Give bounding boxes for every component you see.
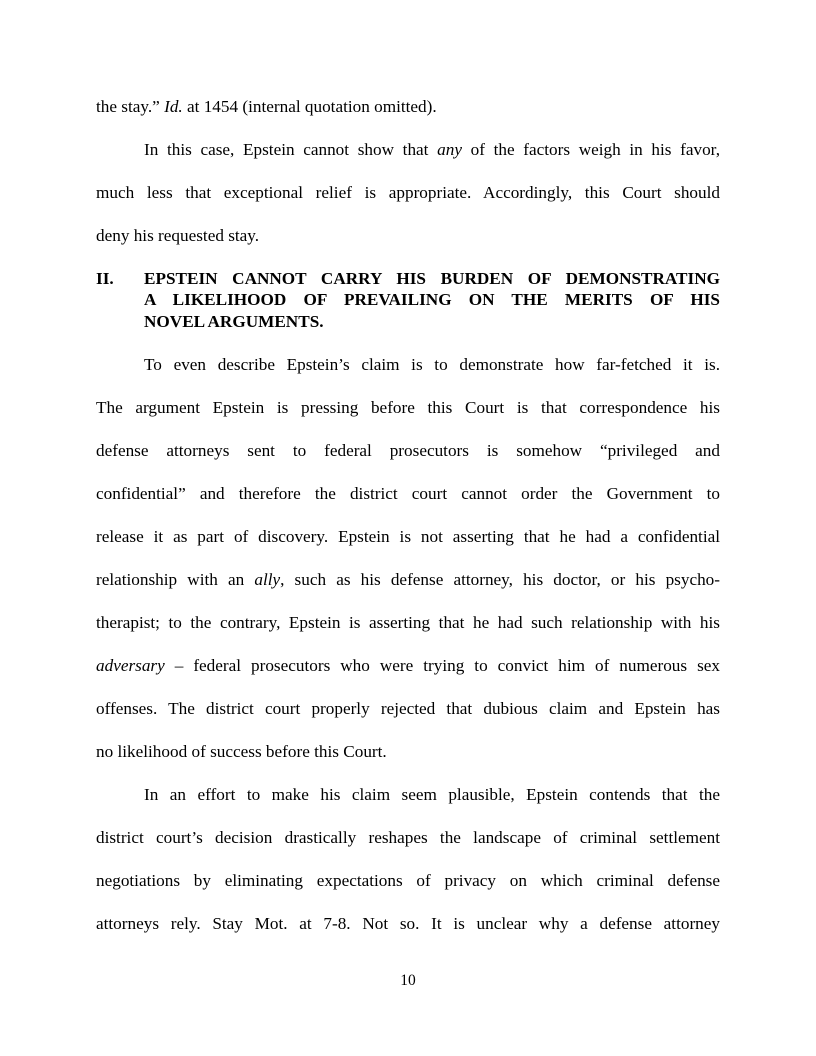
text-line — [144, 140, 720, 160]
text-line: defense attorneys sent to federal prosecutors is somehow “privileged and — [96, 441, 720, 460]
text-line — [96, 570, 720, 590]
section-heading-line: A LIKELIHOOD OF PREVAILING ON THE MERITS OF HIS — [144, 290, 720, 309]
text-line: deny his requested stay. — [96, 226, 260, 245]
text-span: – federal prosecutors who were trying to convict him of numerous sex — [164, 656, 720, 675]
text-line — [96, 656, 720, 676]
emphasis-italic: any — [437, 140, 462, 159]
section-heading-line: EPSTEIN CANNOT CARRY HIS BURDEN OF DEMONSTRATING — [144, 269, 720, 288]
emphasis-italic: ally — [254, 570, 281, 589]
text-line: much less that exceptional relief is appropriate. Accordingly, this Court should — [96, 183, 720, 202]
text-line: district court’s decision drastically reshapes the landscape of criminal settlement — [96, 828, 720, 847]
text-span: of the factors weigh in his favor, — [461, 140, 720, 159]
section-heading-line: NOVEL ARGUMENTS. — [144, 312, 324, 331]
text-span: , such as his defense attorney, his doctor, or his psycho- — [280, 570, 720, 589]
emphasis-italic: adversary — [96, 656, 165, 675]
text-span: relationship with an — [96, 570, 255, 589]
text-line: To even describe Epstein’s claim is to demonstrate how far-fetched it is. — [144, 355, 720, 374]
text-line: no likelihood of success before this Court. — [96, 742, 387, 761]
text-line: therapist; to the contrary, Epstein is asserting that he had such relationship with his — [96, 613, 720, 632]
text-span: the stay.” — [96, 97, 165, 116]
text-line: The argument Epstein is pressing before this Court is that correspondence his — [96, 398, 720, 417]
section-number: II. — [96, 269, 114, 288]
text-line: confidential” and therefore the district court cannot order the Government to — [96, 484, 720, 503]
page-number: 10 — [400, 972, 416, 989]
text-span: at 1454 (internal quotation omitted). — [182, 97, 437, 116]
text-span: In this case, Epstein cannot show that — [144, 140, 438, 159]
text-line: release it as part of discovery. Epstein is not asserting that he had a confidential — [96, 527, 720, 546]
text-line: In an effort to make his claim seem plausible, Epstein contends that the — [144, 785, 720, 804]
citation-italic: Id. — [164, 97, 183, 116]
text-line — [96, 97, 720, 117]
text-line: negotiations by eliminating expectations of privacy on which criminal defense — [96, 871, 720, 890]
text-line: offenses. The district court properly rejected that dubious claim and Epstein has — [96, 699, 720, 718]
text-line: attorneys rely. Stay Mot. at 7-8. Not so. It is unclear why a defense attorney — [96, 914, 720, 933]
